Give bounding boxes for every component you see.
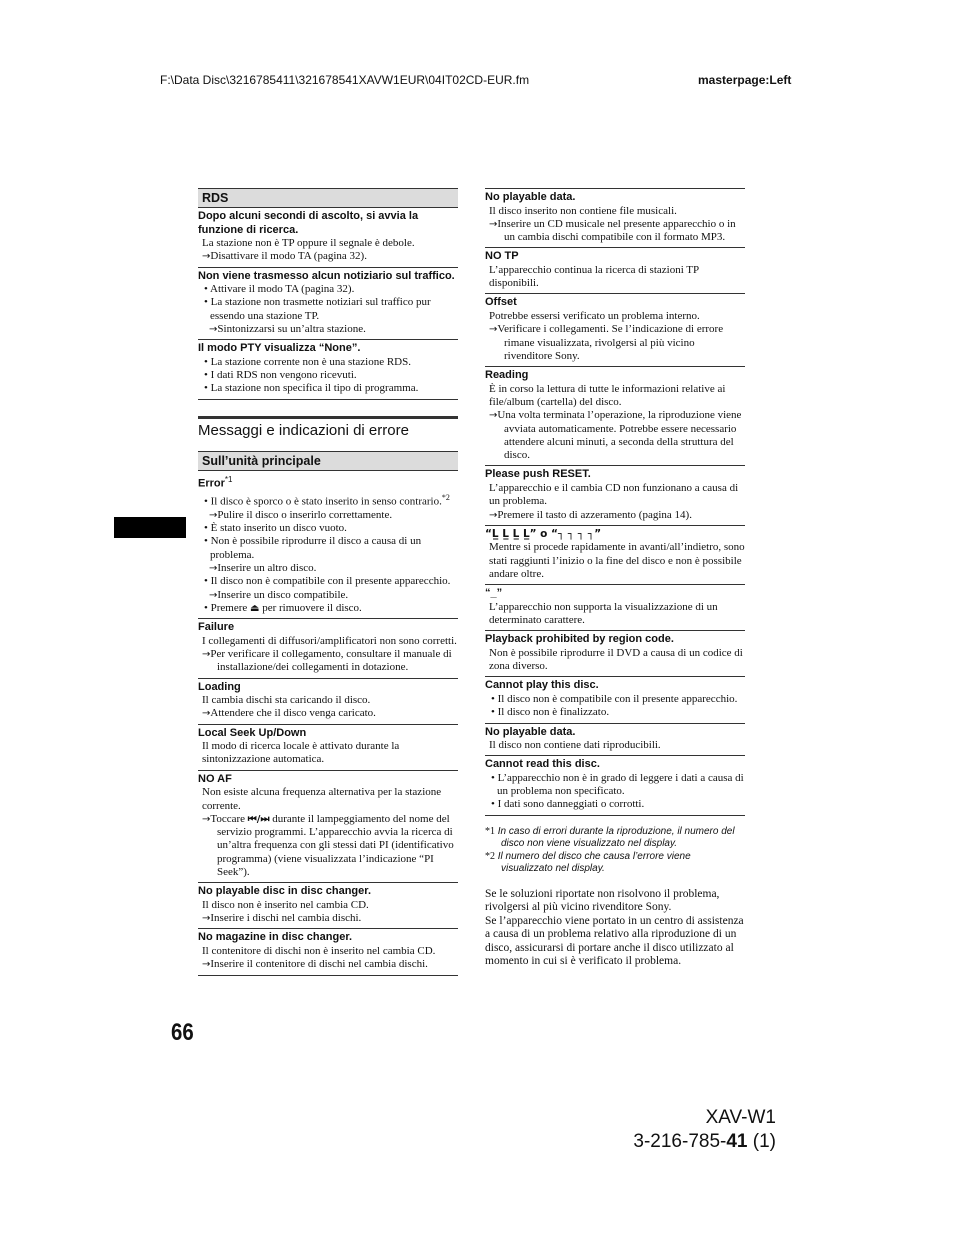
arrow-icon: → bbox=[202, 813, 211, 825]
part-number-suffix: (1) bbox=[747, 1131, 776, 1152]
entry-remedy: Disattivare il modo TA (pagina 32). bbox=[210, 250, 367, 263]
footnote-number: *2 bbox=[485, 850, 495, 862]
entry-title: Failure bbox=[198, 621, 235, 634]
arrow-icon: → bbox=[489, 410, 498, 422]
arrow-icon: → bbox=[202, 708, 211, 720]
closing-paragraph-1: Se le soluzioni riportate non risolvono il problema, rivolgersi al più vicino rivenditore Sony. bbox=[485, 887, 720, 914]
entry-title: Offset bbox=[485, 296, 517, 309]
entry-remedy: Inserire i dischi nel cambia dischi. bbox=[210, 912, 362, 925]
masterpage-label: masterpage:Left bbox=[698, 73, 792, 87]
no-data-entry-2 bbox=[485, 724, 745, 757]
arrow-icon: → bbox=[209, 589, 218, 601]
entry-bullet: Il disco è sporco o è stato inserito in senso contrario. bbox=[210, 495, 442, 508]
entry-text: L’apparecchio continua la ricerca di stazioni TP disponibili. bbox=[489, 263, 699, 290]
no-tp-entry bbox=[485, 248, 745, 294]
entry-bullet: Il disco non è compatibile con il presente apparecchio. bbox=[497, 692, 738, 705]
entry-bullet: Attivare il modo TA (pagina 32). bbox=[210, 283, 355, 296]
underscore-entry bbox=[485, 585, 745, 631]
entry-bullet: Non è possibile riprodurre il disco a causa di un problema. bbox=[210, 535, 422, 561]
entry-title: No magazine in disc changer. bbox=[198, 931, 353, 944]
entry-text: Il cambia dischi sta caricando il disco. bbox=[202, 694, 371, 707]
arrow-icon: → bbox=[489, 509, 498, 521]
entry-text: L’apparecchio non supporta la visualizzazione di un determinato carattere. bbox=[489, 600, 718, 627]
entry-title: Il modo PTY visualizza “None”. bbox=[198, 342, 361, 355]
entry-remedy: Per verificare il collegamento, consultare il manuale di installazione/dei collegamenti in dotazione. bbox=[210, 647, 452, 674]
entry-title: Cannot play this disc. bbox=[485, 679, 599, 692]
reset-entry bbox=[485, 466, 745, 525]
arrow-icon: → bbox=[202, 959, 211, 971]
arrow-icon: → bbox=[209, 509, 218, 521]
entry-text: Il disco non è inserito nel cambia CD. bbox=[202, 898, 369, 911]
entry-text: Non è possibile riprodurre il DVD a causa di un codice di zona diverso. bbox=[489, 646, 743, 673]
entry-title: Non viene trasmesso alcun notiziario sul traffico. bbox=[198, 269, 455, 282]
entry-text: Il disco non contiene dati riproducibili. bbox=[489, 739, 661, 752]
entry-remedy: Inserire il contenitore di dischi nel cambia dischi. bbox=[210, 958, 428, 971]
entry-bullet: La stazione corrente non è una stazione RDS. bbox=[210, 355, 411, 368]
entry-title: NO TP bbox=[485, 250, 519, 263]
section-title: Messaggi e indicazioni di errore bbox=[198, 421, 409, 439]
entry-remedy: Pulire il disco o inserirlo correttamente. bbox=[217, 508, 393, 521]
left-column bbox=[198, 188, 458, 976]
entry-remedy: Sintonizzarsi su un’altra stazione. bbox=[217, 322, 366, 335]
right-column bbox=[485, 188, 745, 969]
reading-entry bbox=[485, 367, 745, 466]
segments-entry bbox=[485, 526, 745, 585]
entry-text: Non esiste alcuna frequenza alternativa per la stazione corrente. bbox=[202, 786, 442, 812]
closing-paragraph-2: Se l’apparecchio viene portato in un centro di assistenza a causa di un problema relativo alla riproduzione di un disco, assicurarsi di portare anche il disco utilizzato al momento in cui si è verificato il problema. bbox=[485, 914, 744, 968]
entry-text: Il contenitore di dischi non è inserito nel cambia CD. bbox=[202, 944, 436, 957]
failure-entry bbox=[198, 619, 458, 678]
entry-text: Il disco inserito non contiene file musicali. bbox=[489, 204, 677, 217]
entry-title: No playable data. bbox=[485, 191, 576, 203]
entry-bullet: La stazione non specifica il tipo di programma. bbox=[210, 382, 419, 395]
part-number bbox=[633, 1130, 776, 1154]
arrow-icon: → bbox=[489, 324, 498, 336]
model-block bbox=[633, 1106, 776, 1154]
no-magazine-entry bbox=[198, 929, 458, 975]
entry-text: È in corso la lettura di tutte le informazioni relative ai file/album (cartella) del disco. bbox=[489, 382, 726, 408]
entry-bullet: È stato inserito un disco vuoto. bbox=[210, 522, 347, 535]
entry-bullet: L’apparecchio non è in grado di leggere i dati a causa di un problema non specificato. bbox=[497, 771, 744, 798]
entry-remedy: Premere il tasto di azzeramento (pagina 14). bbox=[497, 508, 692, 521]
entry-remedy: Toccare bbox=[210, 812, 246, 825]
cannot-read-entry: Cannot read this disc. • L’apparecchio non è in grado di leggere i dati a causa di un problema non specificato. • I dati sono danneggiati o corrotti. bbox=[485, 756, 745, 815]
no-data-entry bbox=[485, 188, 745, 248]
entry-remedy: Inserire un CD musicale nel presente apparecchio o in un cambia dischi compatibile con il formato MP3. bbox=[497, 217, 736, 244]
entry-bullet: I dati RDS non vengono ricevuti. bbox=[210, 369, 357, 382]
entry-text: Mentre si procede rapidamente in avanti/all’indietro, sono stati raggiunti l’inizio o la fine del disco e non è possibile andare oltre. bbox=[489, 541, 745, 580]
entry-bullet: Il disco non è finalizzato. bbox=[497, 706, 610, 719]
entry-bullet-tail: per rimuovere il disco. bbox=[262, 601, 362, 614]
entry-title: Playback prohibited by region code. bbox=[485, 633, 674, 646]
entry-title: Error bbox=[198, 477, 225, 490]
entry-title: Loading bbox=[198, 680, 241, 693]
file-path: F:\Data Disc\3216785411\321678541XAVW1EUR\04IT02CD-EUR.fm bbox=[160, 73, 530, 87]
entry-title: NO AF bbox=[198, 772, 232, 785]
rds-section-bar: RDS bbox=[198, 188, 458, 208]
entry-title: Reading bbox=[485, 369, 529, 382]
page-number: 66 bbox=[171, 1019, 194, 1046]
entry-title: No playable disc in disc changer. bbox=[198, 885, 372, 898]
offset-entry bbox=[485, 294, 745, 367]
rds-entry-traffic: Non viene trasmesso alcun notiziario sul traffico. • Attivare il modo TA (pagina 32). • La stazione non trasmette notiziari sul traffico pur essendo una stazione TP. →Sintonizzarsi su un’altra stazione. bbox=[198, 268, 458, 341]
entry-text: L’apparecchio e il cambia CD non funzionano a causa di un problema. bbox=[489, 481, 739, 508]
entry-text: La stazione non è TP oppure il segnale è debole. bbox=[202, 237, 415, 249]
model-name: XAV-W1 bbox=[705, 1107, 776, 1128]
part-number-bold: 41 bbox=[726, 1131, 748, 1152]
entry-title: “L̲ L̲ L̲ L̲” o “┐ ┐ ┐ ┐” bbox=[485, 527, 602, 540]
entry-remedy: Inserire un altro disco. bbox=[217, 561, 317, 574]
arrow-icon: → bbox=[202, 913, 211, 925]
no-af-entry bbox=[198, 771, 458, 884]
entry-bullet: Il disco non è compatibile con il presente apparecchio. bbox=[210, 575, 451, 588]
entry-title: Cannot read this disc. bbox=[485, 758, 600, 771]
arrow-icon: → bbox=[202, 648, 211, 660]
entry-title: Dopo alcuni secondi di ascolto, si avvia la funzione di ricerca. bbox=[198, 210, 419, 236]
no-disc-entry bbox=[198, 883, 458, 929]
entry-remedy: Attendere che il disco venga caricato. bbox=[210, 707, 376, 720]
entry-bullet: I dati sono danneggiati o corrotti. bbox=[497, 798, 645, 811]
entry-remedy: Inserire un disco compatibile. bbox=[217, 588, 349, 601]
prev-next-icon: ⏮/⏭ bbox=[247, 813, 270, 825]
rds-entry-search bbox=[198, 208, 458, 268]
loading-entry bbox=[198, 679, 458, 725]
region-entry bbox=[485, 631, 745, 677]
entry-bullet: La stazione non trasmette notiziari sul traffico pur essendo una stazione TP. bbox=[210, 296, 431, 322]
arrow-icon: → bbox=[202, 251, 211, 263]
part-number-prefix: 3-216-785- bbox=[633, 1131, 727, 1152]
footnote-text: Il numero del disco che causa l’errore viene visualizzato nel display. bbox=[497, 850, 691, 875]
eject-icon: ⏏ bbox=[250, 602, 260, 614]
entry-text: Il modo di ricerca locale è attivato durante la sintonizzazione automatica. bbox=[202, 740, 400, 766]
arrow-icon: → bbox=[209, 323, 218, 335]
entry-title: “_” bbox=[485, 587, 503, 600]
footnotes bbox=[485, 826, 745, 876]
arrow-icon: → bbox=[489, 218, 498, 230]
rds-entry-pty: Il modo PTY visualizza “None”. • La stazione corrente non è una stazione RDS. • I dati RDS non vengono ricevuti. • La stazione non specifica il tipo di programma. bbox=[198, 340, 458, 399]
cannot-play-entry: Cannot play this disc. • Il disco non è compatibile con il presente apparecchio. • Il disco non è finalizzato. bbox=[485, 677, 745, 723]
entry-remedy: Verificare i collegamenti. Se l’indicazione di errore rimane visualizzata, rivolgersi al più vicino rivenditore Sony. bbox=[497, 323, 724, 362]
entry-text: Potrebbe essersi verificato un problema interno. bbox=[489, 309, 700, 322]
arrow-icon: → bbox=[209, 562, 218, 574]
entry-title: No playable data. bbox=[485, 725, 576, 738]
error-entry: Error$^{*1}$ • Il disco è sporco o è stato inserito in senso contrario.$^{*2}$ →Pulire il disco o inserirlo correttamente. • È stato inserito un disco vuoto. • Non è possibile riprodurre il disco a causa di un problema. →Inserire un altro disco. • Il disco non è compatibile con il presente apparecchio. →Inserire un disco compatibile. • Premere ⏏ per rimuovere il disco. bbox=[198, 471, 458, 619]
entry-title: Local Seek Up/Down bbox=[198, 726, 307, 739]
entry-remedy: Una volta terminata l’operazione, la riproduzione viene avviata automaticamente. Potrebbe essere necessario attendere alcuni minuti, a seconda della struttura del disco. bbox=[497, 409, 742, 462]
entry-title: Please push RESET. bbox=[485, 468, 591, 481]
footnote-number: *1 bbox=[485, 825, 495, 837]
footnote-ref: *2 bbox=[441, 492, 450, 502]
footnote-text: In caso di errori durante la riproduzione, il numero del disco non viene visualizzato nel display. bbox=[497, 825, 735, 850]
unit-section-bar: Sull’unità principale bbox=[198, 451, 458, 471]
side-tab-marker bbox=[114, 517, 186, 538]
entry-remedy-tail: durante il lampeggiamento del nome del servizio programmi. L’apparecchio avvia la ricerca di un’altra frequenza con gli stessi dati PI (identificativo programma) (viene visualizzata l’indicazione “PI Seek”). bbox=[217, 812, 454, 879]
local-seek-entry bbox=[198, 725, 458, 771]
entry-bullet: Premere bbox=[210, 601, 248, 614]
entry-text: I collegamenti di diffusori/amplificatori non sono corretti. bbox=[202, 634, 457, 647]
footnote-ref: *1 bbox=[224, 474, 233, 484]
